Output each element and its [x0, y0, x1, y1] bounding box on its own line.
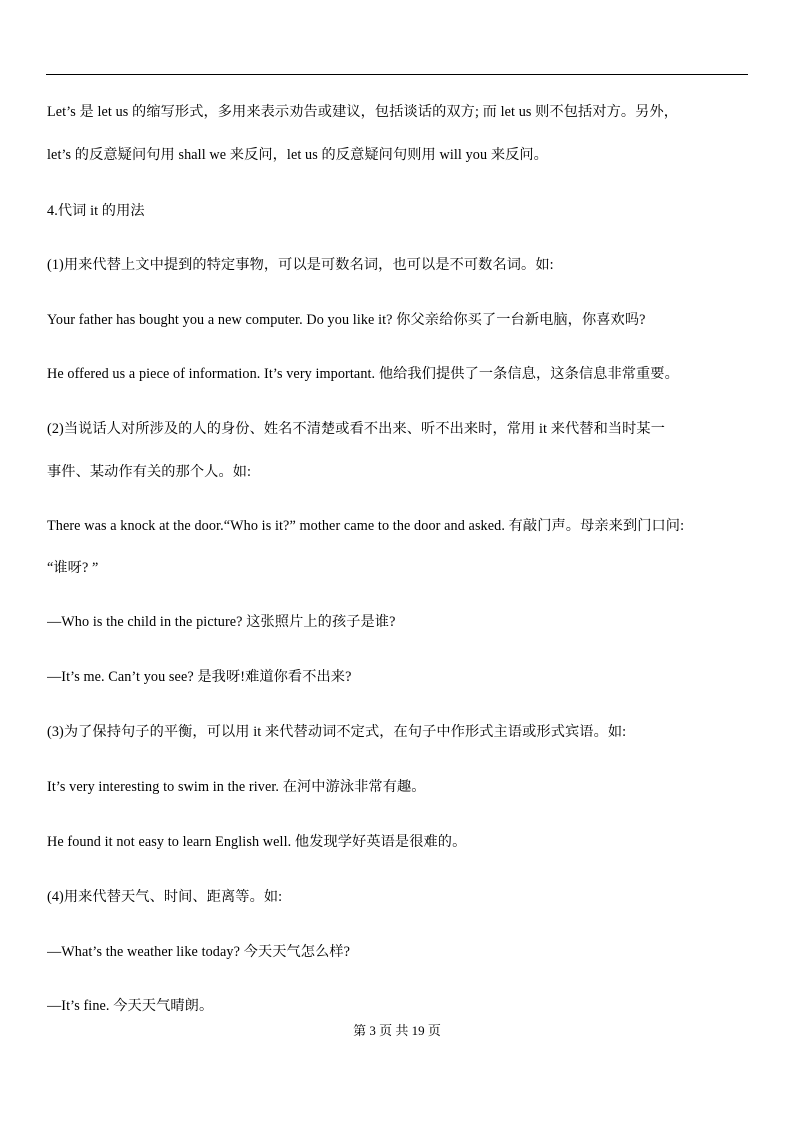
header-rule [46, 74, 748, 75]
text-line: let’s 的反意疑问句用 shall we 来反问，let us 的反意疑问句则用 will you 来反问。 [47, 147, 548, 163]
text-line: (2)当说话人对所涉及的人的身份、姓名不清楚或看不出来、听不出来时，常用 it 来代替和当时某一 [47, 421, 666, 437]
example-line: It’s very interesting to swim in the river. 在河中游泳非常有趣。 [47, 779, 426, 795]
text-line: 事件、某动作有关的那个人。如: [47, 464, 252, 480]
text-line: Let’s 是 let us 的缩写形式，多用来表示劝告或建议，包括谈话的双方; 而 let us 则不包括对方。另外， [47, 104, 679, 120]
text-line: (4)用来代替天气、时间、距离等。如: [47, 889, 283, 905]
example-line: He found it not easy to learn English well. 他发现学好英语是很难的。 [47, 834, 467, 850]
dialogue-line: —What’s the weather like today? 今天天气怎么样? [47, 944, 351, 960]
text-line: (3)为了保持句子的平衡，可以用 it 来代替动词不定式，在句子中作形式主语或形式宾语。如: [47, 724, 627, 740]
example-line: “谁呀? ” [47, 560, 99, 576]
example-line: There was a knock at the door.“Who is it?” mother came to the door and asked. 有敲门声。母亲来到门口问: [47, 518, 685, 534]
text-line: (1)用来代替上文中提到的特定事物，可以是可数名词，也可以是不可数名词。如: [47, 257, 554, 273]
dialogue-line: —Who is the child in the picture? 这张照片上的孩子是谁? [47, 614, 396, 630]
dialogue-line: —It’s fine. 今天天气晴朗。 [47, 998, 214, 1014]
dialogue-line: —It’s me. Can’t you see? 是我呀!难道你看不出来? [47, 669, 352, 685]
section-heading: 4.代词 it 的用法 [47, 203, 145, 219]
page-footer: 第 3 页 共 19 页 [353, 1023, 441, 1038]
example-line: He offered us a piece of information. It’s very important. 他给我们提供了一条信息，这条信息非常重要。 [47, 366, 679, 382]
example-line: Your father has bought you a new computer. Do you like it? 你父亲给你买了一台新电脑，你喜欢吗? [47, 312, 646, 328]
